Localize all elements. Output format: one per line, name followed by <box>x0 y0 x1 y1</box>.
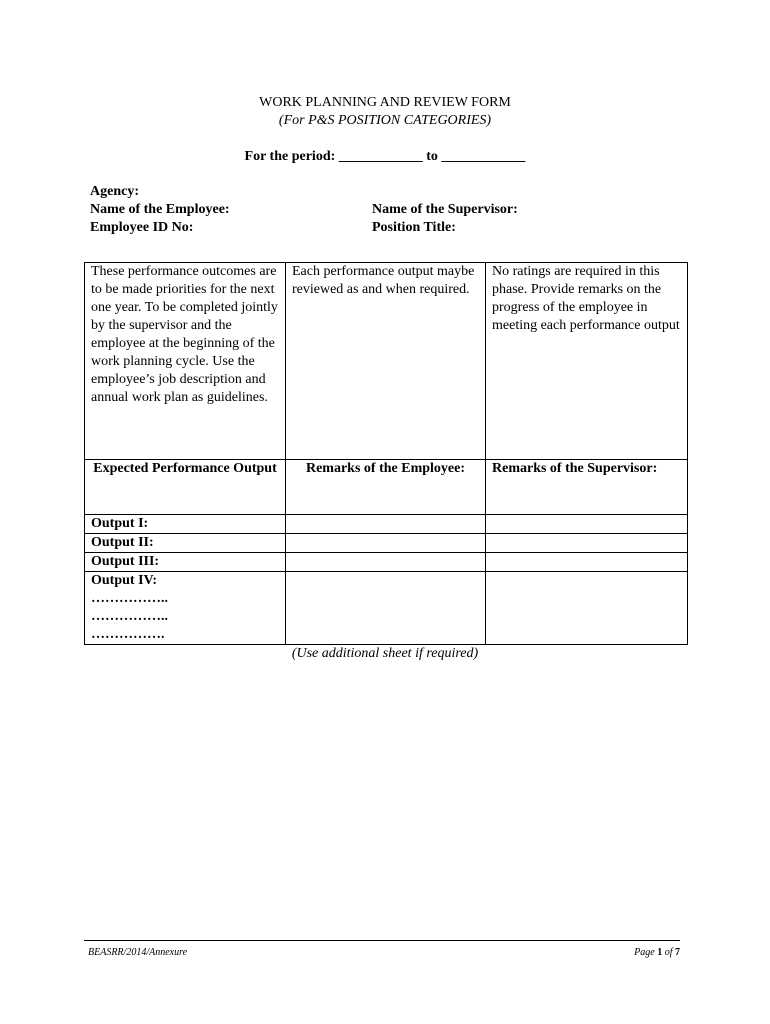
output-placeholder: …………….. <box>91 591 168 606</box>
table-row <box>85 553 688 572</box>
output-placeholder: …………….. <box>91 609 168 624</box>
instruction-cell: Each performance output maybe reviewed as and when required. <box>286 263 486 460</box>
supervisor-remarks-cell[interactable] <box>486 572 688 645</box>
instruction-cell: No ratings are required in this phase. Provide remarks on the progress of the employee in meeting each performance output <box>486 263 688 460</box>
employee-id-label: Employee ID No: <box>90 220 194 235</box>
additional-sheet-note: (Use additional sheet if required) <box>291 646 479 661</box>
page-total: 7 <box>675 947 680 958</box>
form-title: WORK PLANNING AND REVIEW FORM <box>259 95 511 110</box>
supervisor-info-block <box>372 201 518 237</box>
page-current: 1 <box>657 947 663 958</box>
supervisor-name-label: Name of the Supervisor: <box>372 202 518 217</box>
employee-remarks-cell[interactable] <box>286 534 486 553</box>
agency-label: Agency: <box>90 184 139 199</box>
employee-remarks-cell[interactable] <box>286 553 486 572</box>
employee-info-block <box>90 183 230 237</box>
output-label: Output II: <box>85 534 286 553</box>
work-plan-table <box>84 262 688 645</box>
period-line: For the period: ____________ to ____________ <box>244 149 526 164</box>
table-row <box>85 572 688 645</box>
page-prefix: Page <box>634 947 658 958</box>
employee-remarks-cell[interactable] <box>286 515 486 534</box>
employee-name-label: Name of the Employee: <box>90 202 230 217</box>
output-label: Output I: <box>85 515 286 534</box>
page-of: of <box>662 947 675 958</box>
table-row <box>85 534 688 553</box>
supervisor-remarks-cell[interactable] <box>486 553 688 572</box>
output-label: Output III: <box>85 553 286 572</box>
footer-reference: BEASRR/2014/Annexure <box>88 947 188 958</box>
form-subtitle: (For P&S POSITION CATEGORIES) <box>278 113 492 128</box>
header-row <box>85 460 688 515</box>
footer-divider <box>84 940 680 941</box>
output-list-cell <box>85 572 286 645</box>
supervisor-remarks-cell[interactable] <box>486 534 688 553</box>
page-number <box>634 946 680 960</box>
output-placeholder: ……………. <box>91 627 165 642</box>
column-header-expected-output: Expected Performance Output <box>85 460 286 515</box>
employee-remarks-cell[interactable] <box>286 572 486 645</box>
column-header-employee-remarks: Remarks of the Employee: <box>286 460 486 515</box>
column-header-supervisor-remarks: Remarks of the Supervisor: <box>486 460 688 515</box>
table-row <box>85 515 688 534</box>
instruction-cell: These performance outcomes are to be made priorities for the next one year. To be completed jointly by the supervisor and the employee at the beginning of the work planning cycle. Use the employee’s job description and annual work plan as guidelines. <box>85 263 286 460</box>
supervisor-remarks-cell[interactable] <box>486 515 688 534</box>
instructions-row <box>85 263 688 460</box>
output-label: Output IV: <box>91 573 158 588</box>
position-title-label: Position Title: <box>372 220 456 235</box>
